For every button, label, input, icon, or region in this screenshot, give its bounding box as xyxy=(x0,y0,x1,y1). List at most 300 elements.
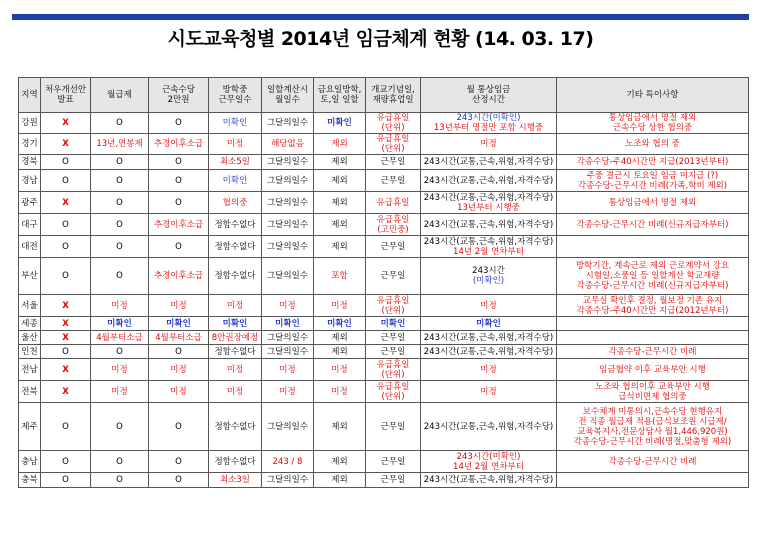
column-header xyxy=(149,78,209,113)
table-cell xyxy=(314,134,366,155)
cell-text: X xyxy=(62,197,69,208)
column-header xyxy=(209,78,262,113)
title-area xyxy=(12,14,749,58)
cell-text: O xyxy=(116,456,123,467)
table-cell xyxy=(209,317,262,331)
table-cell xyxy=(91,134,149,155)
cell-text: O xyxy=(62,421,69,432)
cell-text: 전 직종 월급제 적용(급식보조원 시급제/ xyxy=(578,416,727,427)
table-cell xyxy=(557,317,749,331)
table-cell xyxy=(366,331,421,345)
cell-text: (단위) xyxy=(381,305,405,316)
header-text: 2만원 xyxy=(167,95,190,105)
table-cell xyxy=(149,155,209,170)
table-row xyxy=(19,381,749,403)
table-cell xyxy=(262,345,314,359)
cell-text: 제외 xyxy=(331,346,348,357)
cell-text: 통상임금에서 명절 제외 xyxy=(608,197,697,208)
cell-text: 그달의일수 xyxy=(266,219,309,230)
header-text: 재량휴업일 xyxy=(372,95,414,105)
table-cell xyxy=(557,134,749,155)
cell-text: 미정 xyxy=(111,300,128,311)
column-header xyxy=(91,78,149,113)
table-cell xyxy=(262,192,314,214)
region-cell: 전북 xyxy=(19,381,41,403)
table-cell xyxy=(262,236,314,258)
cell-text: O xyxy=(62,346,69,357)
table-cell xyxy=(91,403,149,451)
region-cell: 충북 xyxy=(19,473,41,488)
table-cell xyxy=(314,170,366,192)
table-row xyxy=(19,113,749,134)
cell-text: O xyxy=(116,118,123,128)
cell-text: 유급휴일 xyxy=(376,214,410,225)
table-cell xyxy=(41,451,91,473)
cell-text: O xyxy=(175,157,182,167)
cell-text: O xyxy=(116,175,123,186)
table-cell xyxy=(41,473,91,488)
table-row xyxy=(19,345,749,359)
table-cell xyxy=(421,345,557,359)
cell-text: 그달의일수 xyxy=(266,197,309,208)
table-cell xyxy=(557,451,749,473)
table-cell xyxy=(557,258,749,295)
cell-text: 시험일,소풍일 등 일할계산 학교재량 xyxy=(585,271,720,281)
table-cell xyxy=(91,359,149,381)
cell-text: 제외 xyxy=(331,475,348,485)
cell-text: 통상임금에서 명절 제외 xyxy=(608,113,697,123)
table-cell xyxy=(421,381,557,403)
cell-text: 미정 xyxy=(279,386,296,397)
table-cell xyxy=(262,170,314,192)
table-cell xyxy=(421,155,557,170)
cell-text: 14년 2월 연차부터 xyxy=(453,246,524,257)
cell-text: 243시간(교통,근속,위험,자격수당) xyxy=(423,219,554,230)
cell-text: 미정 xyxy=(226,300,244,311)
table-cell xyxy=(366,214,421,236)
cell-text: O xyxy=(116,219,123,230)
table-cell xyxy=(314,359,366,381)
cell-text: 그달의일수 xyxy=(266,346,309,357)
table-row xyxy=(19,451,749,473)
region-cell: 대구 xyxy=(19,214,41,236)
header-text: 토,일 일할 xyxy=(320,95,359,105)
cell-text: 13년부터 명절만 포함 시행중 xyxy=(433,123,544,133)
cell-text: 각종수당-근무시간 비례(신규지급자부터) xyxy=(576,219,729,230)
table-cell xyxy=(91,295,149,317)
table-cell xyxy=(149,214,209,236)
cell-text: 미정 xyxy=(111,364,128,375)
table-cell xyxy=(149,170,209,192)
table-cell xyxy=(209,381,262,403)
cell-text: 그달의일수 xyxy=(266,332,309,343)
cell-text: 243시간(교통,근속,위험,자격수당) xyxy=(423,157,554,167)
cell-text: 243시간(교통,근속,위험,자격수당) xyxy=(423,192,554,203)
cell-text: 교육복지사,전문상담사 월1,446,920원) xyxy=(577,426,728,437)
table-cell xyxy=(149,317,209,331)
region-cell: 인천 xyxy=(19,345,41,359)
table-cell xyxy=(209,359,262,381)
cell-text: 미확인 xyxy=(222,118,248,128)
cell-text: 13년,연봉제 xyxy=(96,139,143,149)
cell-text: X xyxy=(62,318,69,329)
cell-text: 각종수당-근무시간 비례(명절,맞춤형 제외) xyxy=(573,436,732,447)
cell-text: O xyxy=(62,157,69,167)
cell-text: 4월부터소급 xyxy=(96,332,143,343)
cell-text: 미확인 xyxy=(275,318,300,329)
cell-text: O xyxy=(175,175,182,186)
table-cell xyxy=(366,451,421,473)
table-cell xyxy=(421,170,557,192)
header-text: 처우개선안 xyxy=(44,85,87,95)
table-cell xyxy=(41,134,91,155)
table-row xyxy=(19,403,749,451)
table-cell xyxy=(421,473,557,488)
table-row xyxy=(19,134,749,155)
table-cell xyxy=(557,381,749,403)
cell-text: O xyxy=(175,241,182,252)
table-cell xyxy=(209,113,262,134)
table-cell xyxy=(262,134,314,155)
cell-text: 그달의일수 xyxy=(266,157,309,167)
table-cell xyxy=(149,258,209,295)
table-cell xyxy=(41,236,91,258)
cell-text: (단위) xyxy=(381,391,405,402)
cell-text: X xyxy=(62,118,69,128)
cell-text: 제외 xyxy=(331,421,348,432)
region-cell: 서울 xyxy=(19,295,41,317)
table-cell xyxy=(91,451,149,473)
table-cell xyxy=(366,317,421,331)
cell-text: O xyxy=(175,421,182,432)
table-cell xyxy=(314,345,366,359)
region-cell: 충남 xyxy=(19,451,41,473)
region-cell: 제주 xyxy=(19,403,41,451)
cell-text: O xyxy=(116,346,123,357)
cell-text: (단위) xyxy=(381,123,405,133)
table-cell xyxy=(41,345,91,359)
cell-text: 제외 xyxy=(331,332,348,343)
table-cell xyxy=(41,295,91,317)
cell-text: O xyxy=(62,175,69,186)
cell-text: 14년 2월 연차부터 xyxy=(453,461,524,472)
cell-text: O xyxy=(116,241,123,252)
cell-text: 주중 결근시 토요일 임금 미지급 (?) xyxy=(586,170,719,181)
table-cell xyxy=(91,214,149,236)
cell-text: 미확인 xyxy=(166,318,191,329)
cell-text: 근무일 xyxy=(380,421,406,432)
cell-text: 243시간(교통,근속,위험,자격수당) xyxy=(423,346,554,357)
cell-text: 근속수당 상한 협의중 xyxy=(612,123,693,133)
table-cell xyxy=(366,345,421,359)
cell-text: 그달의일수 xyxy=(266,241,309,252)
table-cell xyxy=(314,258,366,295)
cell-text: 그달의일수 xyxy=(266,421,309,432)
table-cell xyxy=(314,214,366,236)
table-cell xyxy=(421,236,557,258)
table-cell xyxy=(91,381,149,403)
table-cell xyxy=(41,317,91,331)
table-cell xyxy=(314,192,366,214)
cell-text: 정함수없다 xyxy=(214,456,256,467)
table-cell xyxy=(149,236,209,258)
table-cell xyxy=(421,214,557,236)
table-row xyxy=(19,155,749,170)
cell-text: 4월부터소급 xyxy=(155,332,202,343)
cell-text: 미정 xyxy=(226,386,244,397)
table-cell xyxy=(262,295,314,317)
cell-text: (단위) xyxy=(381,144,405,154)
cell-text: 방학기간, 계속근로 제외 근로계약서 강요 xyxy=(575,261,730,271)
cell-text: 추경이후소급 xyxy=(153,219,204,230)
cell-text: 미확인 xyxy=(327,318,352,329)
cell-text: 협의중 xyxy=(222,197,248,208)
cell-text: 유급휴일 xyxy=(376,295,410,306)
region-cell: 세종 xyxy=(19,317,41,331)
column-header xyxy=(557,78,749,113)
cell-text: 추경이후소급 xyxy=(153,271,204,281)
table-cell xyxy=(557,345,749,359)
table-cell xyxy=(314,381,366,403)
header-text: 월급제 xyxy=(107,90,132,100)
cell-text: 근무일 xyxy=(380,271,406,281)
cell-text: 최소5일 xyxy=(219,157,251,167)
cell-text: 근무일 xyxy=(380,241,406,252)
table-cell xyxy=(262,359,314,381)
cell-text: X xyxy=(62,364,69,375)
cell-text: 미확인 xyxy=(380,318,406,329)
cell-text: 미정 xyxy=(331,364,348,375)
cell-text: 미확인 xyxy=(222,175,248,186)
cell-text: 근무일 xyxy=(380,175,406,186)
table-cell xyxy=(41,170,91,192)
table-cell xyxy=(366,381,421,403)
table-cell xyxy=(262,381,314,403)
cell-text: 243 / 8 xyxy=(272,456,303,467)
cell-text: 근무일 xyxy=(380,157,406,167)
header-text: 일할계산시 xyxy=(266,85,309,95)
cell-text: 미정 xyxy=(279,300,296,311)
table-cell xyxy=(421,134,557,155)
cell-text: 제외 xyxy=(331,197,348,208)
cell-text: X xyxy=(62,139,69,149)
cell-text: 미정 xyxy=(170,300,187,311)
cell-text: 노조와 협의 중 xyxy=(625,139,680,149)
cell-text: 미확인 xyxy=(107,318,132,329)
table-cell xyxy=(421,359,557,381)
cell-text: 13년부터 시행중 xyxy=(457,202,520,213)
cell-text: O xyxy=(175,456,182,467)
table-cell xyxy=(421,258,557,295)
table-cell xyxy=(557,403,749,451)
table-cell xyxy=(421,113,557,134)
table-cell xyxy=(91,192,149,214)
table-cell xyxy=(366,359,421,381)
cell-text: 미확인 xyxy=(476,318,501,329)
table-cell xyxy=(421,192,557,214)
region-cell: 경북 xyxy=(19,155,41,170)
table-cell xyxy=(209,295,262,317)
cell-text: 유급휴일 xyxy=(376,381,410,392)
cell-text: 8안권장예정 xyxy=(211,332,259,343)
cell-text: 정함수없다 xyxy=(214,271,256,281)
cell-text: 미정 xyxy=(170,386,187,397)
cell-text: 243시간(교통,근속,위험,자격수당) xyxy=(423,475,554,485)
table-cell xyxy=(209,451,262,473)
table-cell xyxy=(314,451,366,473)
table-cell xyxy=(557,113,749,134)
table-cell xyxy=(41,331,91,345)
table-cell xyxy=(366,473,421,488)
table-cell xyxy=(209,258,262,295)
table-cell xyxy=(557,331,749,345)
table-cell xyxy=(262,317,314,331)
cell-text: 보수체계 미통의시,근속수당 현행유지 xyxy=(582,406,723,417)
table-cell xyxy=(149,345,209,359)
cell-text: 그달의일수 xyxy=(266,475,309,485)
cell-text: 제외 xyxy=(331,456,348,467)
region-cell: 전남 xyxy=(19,359,41,381)
table-cell xyxy=(557,170,749,192)
table-cell xyxy=(557,214,749,236)
header-text: 금요일방학, xyxy=(317,85,362,95)
cell-text: 최소3일 xyxy=(219,475,251,485)
table-cell xyxy=(262,214,314,236)
cell-text: 근무일 xyxy=(380,332,406,343)
table-cell xyxy=(557,236,749,258)
cell-text: 근무일 xyxy=(380,456,406,467)
table-cell xyxy=(366,192,421,214)
cell-text: 243시간(미확인) xyxy=(456,113,521,123)
cell-text: 미정 xyxy=(331,386,348,397)
table-cell xyxy=(314,473,366,488)
table-row xyxy=(19,317,749,331)
table-body xyxy=(19,113,749,488)
cell-text: 243시간 xyxy=(472,266,505,276)
table-row xyxy=(19,214,749,236)
table-cell xyxy=(314,155,366,170)
table-cell xyxy=(366,170,421,192)
cell-text: 유급휴일 xyxy=(376,359,410,370)
table-row xyxy=(19,236,749,258)
table-cell xyxy=(91,317,149,331)
table-cell xyxy=(209,331,262,345)
cell-text: 정함수없다 xyxy=(214,241,256,252)
table-cell xyxy=(314,295,366,317)
table-cell xyxy=(209,170,262,192)
table-cell xyxy=(314,317,366,331)
cell-text: 제외 xyxy=(331,241,348,252)
table-cell xyxy=(41,381,91,403)
table-cell xyxy=(209,192,262,214)
table-cell xyxy=(262,473,314,488)
table-cell xyxy=(149,381,209,403)
cell-text: O xyxy=(175,475,182,485)
table-cell xyxy=(557,155,749,170)
cell-text: 미정 xyxy=(480,386,497,397)
table-row xyxy=(19,170,749,192)
column-header xyxy=(366,78,421,113)
cell-text: 포함 xyxy=(331,271,348,281)
column-header xyxy=(41,78,91,113)
cell-text: 유급휴일 xyxy=(376,113,410,123)
header-text: 산정시간 xyxy=(472,95,505,105)
cell-text: O xyxy=(116,197,123,208)
cell-text: O xyxy=(175,118,182,128)
cell-text: 미정 xyxy=(226,364,244,375)
cell-text: 해당없음 xyxy=(271,139,304,149)
table-row xyxy=(19,473,749,488)
cell-text: 미정 xyxy=(480,300,497,311)
region-cell: 대전 xyxy=(19,236,41,258)
cell-text: O xyxy=(62,475,69,485)
cell-text: O xyxy=(62,219,69,230)
table-cell xyxy=(262,155,314,170)
header-text: 기타 특이사항 xyxy=(626,90,679,100)
table-cell xyxy=(149,192,209,214)
cell-text: 급식비면제 협의중 xyxy=(618,391,687,402)
table-cell xyxy=(41,113,91,134)
cell-text: 근무일 xyxy=(380,475,406,485)
table-cell xyxy=(149,134,209,155)
cell-text: 각종수당-근무시간 비례(가족,학비 제외) xyxy=(577,180,728,191)
table-cell xyxy=(41,192,91,214)
table-cell xyxy=(366,155,421,170)
table-cell xyxy=(421,317,557,331)
table-cell xyxy=(209,236,262,258)
table-cell xyxy=(262,403,314,451)
cell-text: 미정 xyxy=(170,364,187,375)
table-cell xyxy=(421,403,557,451)
cell-text: 243시간(교통,근속,위험,자격수당) xyxy=(423,332,554,343)
cell-text: 노조와 협의이후 교육부안 시행 xyxy=(595,381,710,392)
cell-text: 정함수없다 xyxy=(214,219,256,230)
cell-text: 미정 xyxy=(226,139,244,149)
table-cell xyxy=(366,403,421,451)
table-cell xyxy=(149,331,209,345)
column-header xyxy=(262,78,314,113)
table-cell xyxy=(149,295,209,317)
table-cell xyxy=(149,473,209,488)
table-cell xyxy=(314,113,366,134)
table-cell xyxy=(314,236,366,258)
cell-text: 각종수당-근무시간 비례 xyxy=(608,346,697,357)
cell-text: 243시간(교통,근속,위험,자격수당) xyxy=(423,175,554,186)
table-cell xyxy=(314,331,366,345)
header-row xyxy=(19,78,749,113)
cell-text: O xyxy=(175,346,182,357)
table-cell xyxy=(314,403,366,451)
table-cell xyxy=(421,451,557,473)
cell-text: 그달의일수 xyxy=(266,271,309,281)
cell-text: 243시간(교통,근속,위험,자격수당) xyxy=(423,236,554,247)
table-cell xyxy=(366,113,421,134)
table-cell xyxy=(41,359,91,381)
cell-text: O xyxy=(116,421,123,432)
column-header xyxy=(314,78,366,113)
table-cell xyxy=(91,258,149,295)
region-cell: 강원 xyxy=(19,113,41,134)
table-cell xyxy=(91,331,149,345)
table-cell xyxy=(91,113,149,134)
cell-text: 임금협약 이후 교육부안 시행 xyxy=(599,364,706,375)
cell-text: 근무일 xyxy=(380,346,406,357)
table-row xyxy=(19,359,749,381)
header-text: 개교기념일, xyxy=(371,85,415,95)
table-cell xyxy=(209,403,262,451)
table-cell xyxy=(557,359,749,381)
cell-text: 미정 xyxy=(331,300,348,311)
